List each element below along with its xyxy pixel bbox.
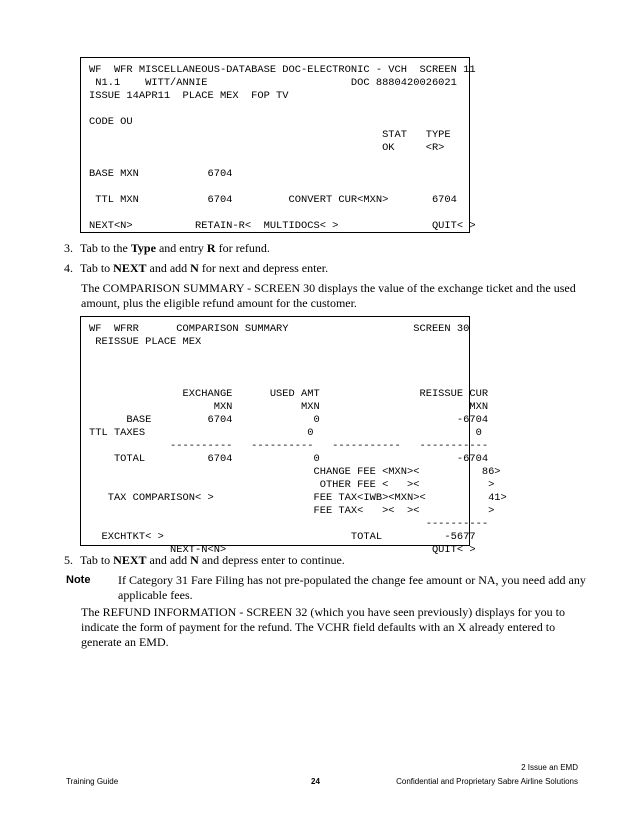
footer-right: Confidential and Proprietary Sabre Airline Solutions [396, 777, 578, 786]
terminal-line: REISSUE PLACE MEX [89, 336, 202, 348]
terminal-line: TAX COMPARISON< > FEE TAX<IWB><MXN>< 41> [89, 492, 507, 504]
note-label: Note [66, 574, 91, 586]
terminal-line: WF WFRR COMPARISON SUMMARY SCREEN 30 [89, 323, 470, 335]
terminal-line [89, 207, 476, 220]
screen-11-capture [80, 57, 476, 233]
step-number: 4. [64, 261, 73, 275]
terminal-line [89, 362, 507, 375]
terminal-line: EXCHTKT< > TOTAL -5677 [89, 531, 476, 543]
step-number: 5. [64, 553, 73, 567]
terminal-line: BASE 6704 0 -6704 [89, 414, 489, 426]
terminal-line: EXCHANGE USED AMT REISSUE CUR [89, 388, 489, 400]
terminal-line: BASE MXN 6704 [89, 168, 233, 180]
terminal-line: FEE TAX< >< >< > [89, 505, 495, 517]
terminal-line: ---------- ---------- ----------- ----------- [89, 440, 489, 452]
terminal-line: CHANGE FEE <MXN>< 86> [89, 466, 501, 478]
terminal-line [89, 103, 476, 116]
terminal-line: WF WFR MISCELLANEOUS-DATABASE DOC-ELECTRONIC - VCH SCREEN 11 [89, 64, 476, 76]
terminal-line: TOTAL 6704 0 -6704 [89, 453, 489, 465]
terminal-line: TTL MXN 6704 CONVERT CUR<MXN> 6704 [89, 194, 457, 206]
terminal-line: CODE OU [89, 116, 133, 128]
terminal-line: MXN MXN MXN [89, 401, 489, 413]
page-number: 24 [311, 777, 320, 786]
refund-information-description: The REFUND INFORMATION - SCREEN 32 (which you have seen previously) displays for you to indicate the form of payment for the refund. The VCHR field defaults with an X already entered to generate an EMD. [81, 605, 565, 649]
footer-section: 2 Issue an EMD [521, 763, 578, 772]
terminal-line: NEXT<N> RETAIN-R< MULTIDOCS< > QUIT< > [89, 220, 476, 232]
terminal-line [89, 375, 507, 388]
terminal-line [89, 349, 507, 362]
terminal-line: TTL TAXES 0 0 [89, 427, 482, 439]
terminal-line: OK <R> [89, 142, 445, 154]
screen-30-text [89, 323, 507, 557]
terminal-line: OTHER FEE < >< > [89, 479, 495, 491]
terminal-line: STAT TYPE [89, 129, 451, 141]
terminal-line [89, 155, 476, 168]
footer-left: Training Guide [66, 777, 119, 786]
terminal-line: NEXT-N<N> QUIT< > [89, 544, 476, 556]
screen-30-capture [80, 316, 507, 556]
terminal-line [89, 181, 476, 194]
comparison-summary-description: The COMPARISON SUMMARY - SCREEN 30 displays the value of the exchange ticket and the used amount, plus the eligible refund amount for the customer. [81, 281, 576, 310]
step-number: 3. [64, 241, 73, 255]
screen-11-text [89, 64, 476, 233]
terminal-line: N1.1 WITT/ANNIE DOC 8880420026021 [89, 77, 457, 89]
terminal-line: ---------- [89, 518, 489, 530]
note-text: If Category 31 Fare Filing has not pre-populated the change fee amount or NA, you need add any applicable fees. [118, 573, 586, 602]
terminal-line: ISSUE 14APR11 PLACE MEX FOP TV [89, 90, 289, 102]
